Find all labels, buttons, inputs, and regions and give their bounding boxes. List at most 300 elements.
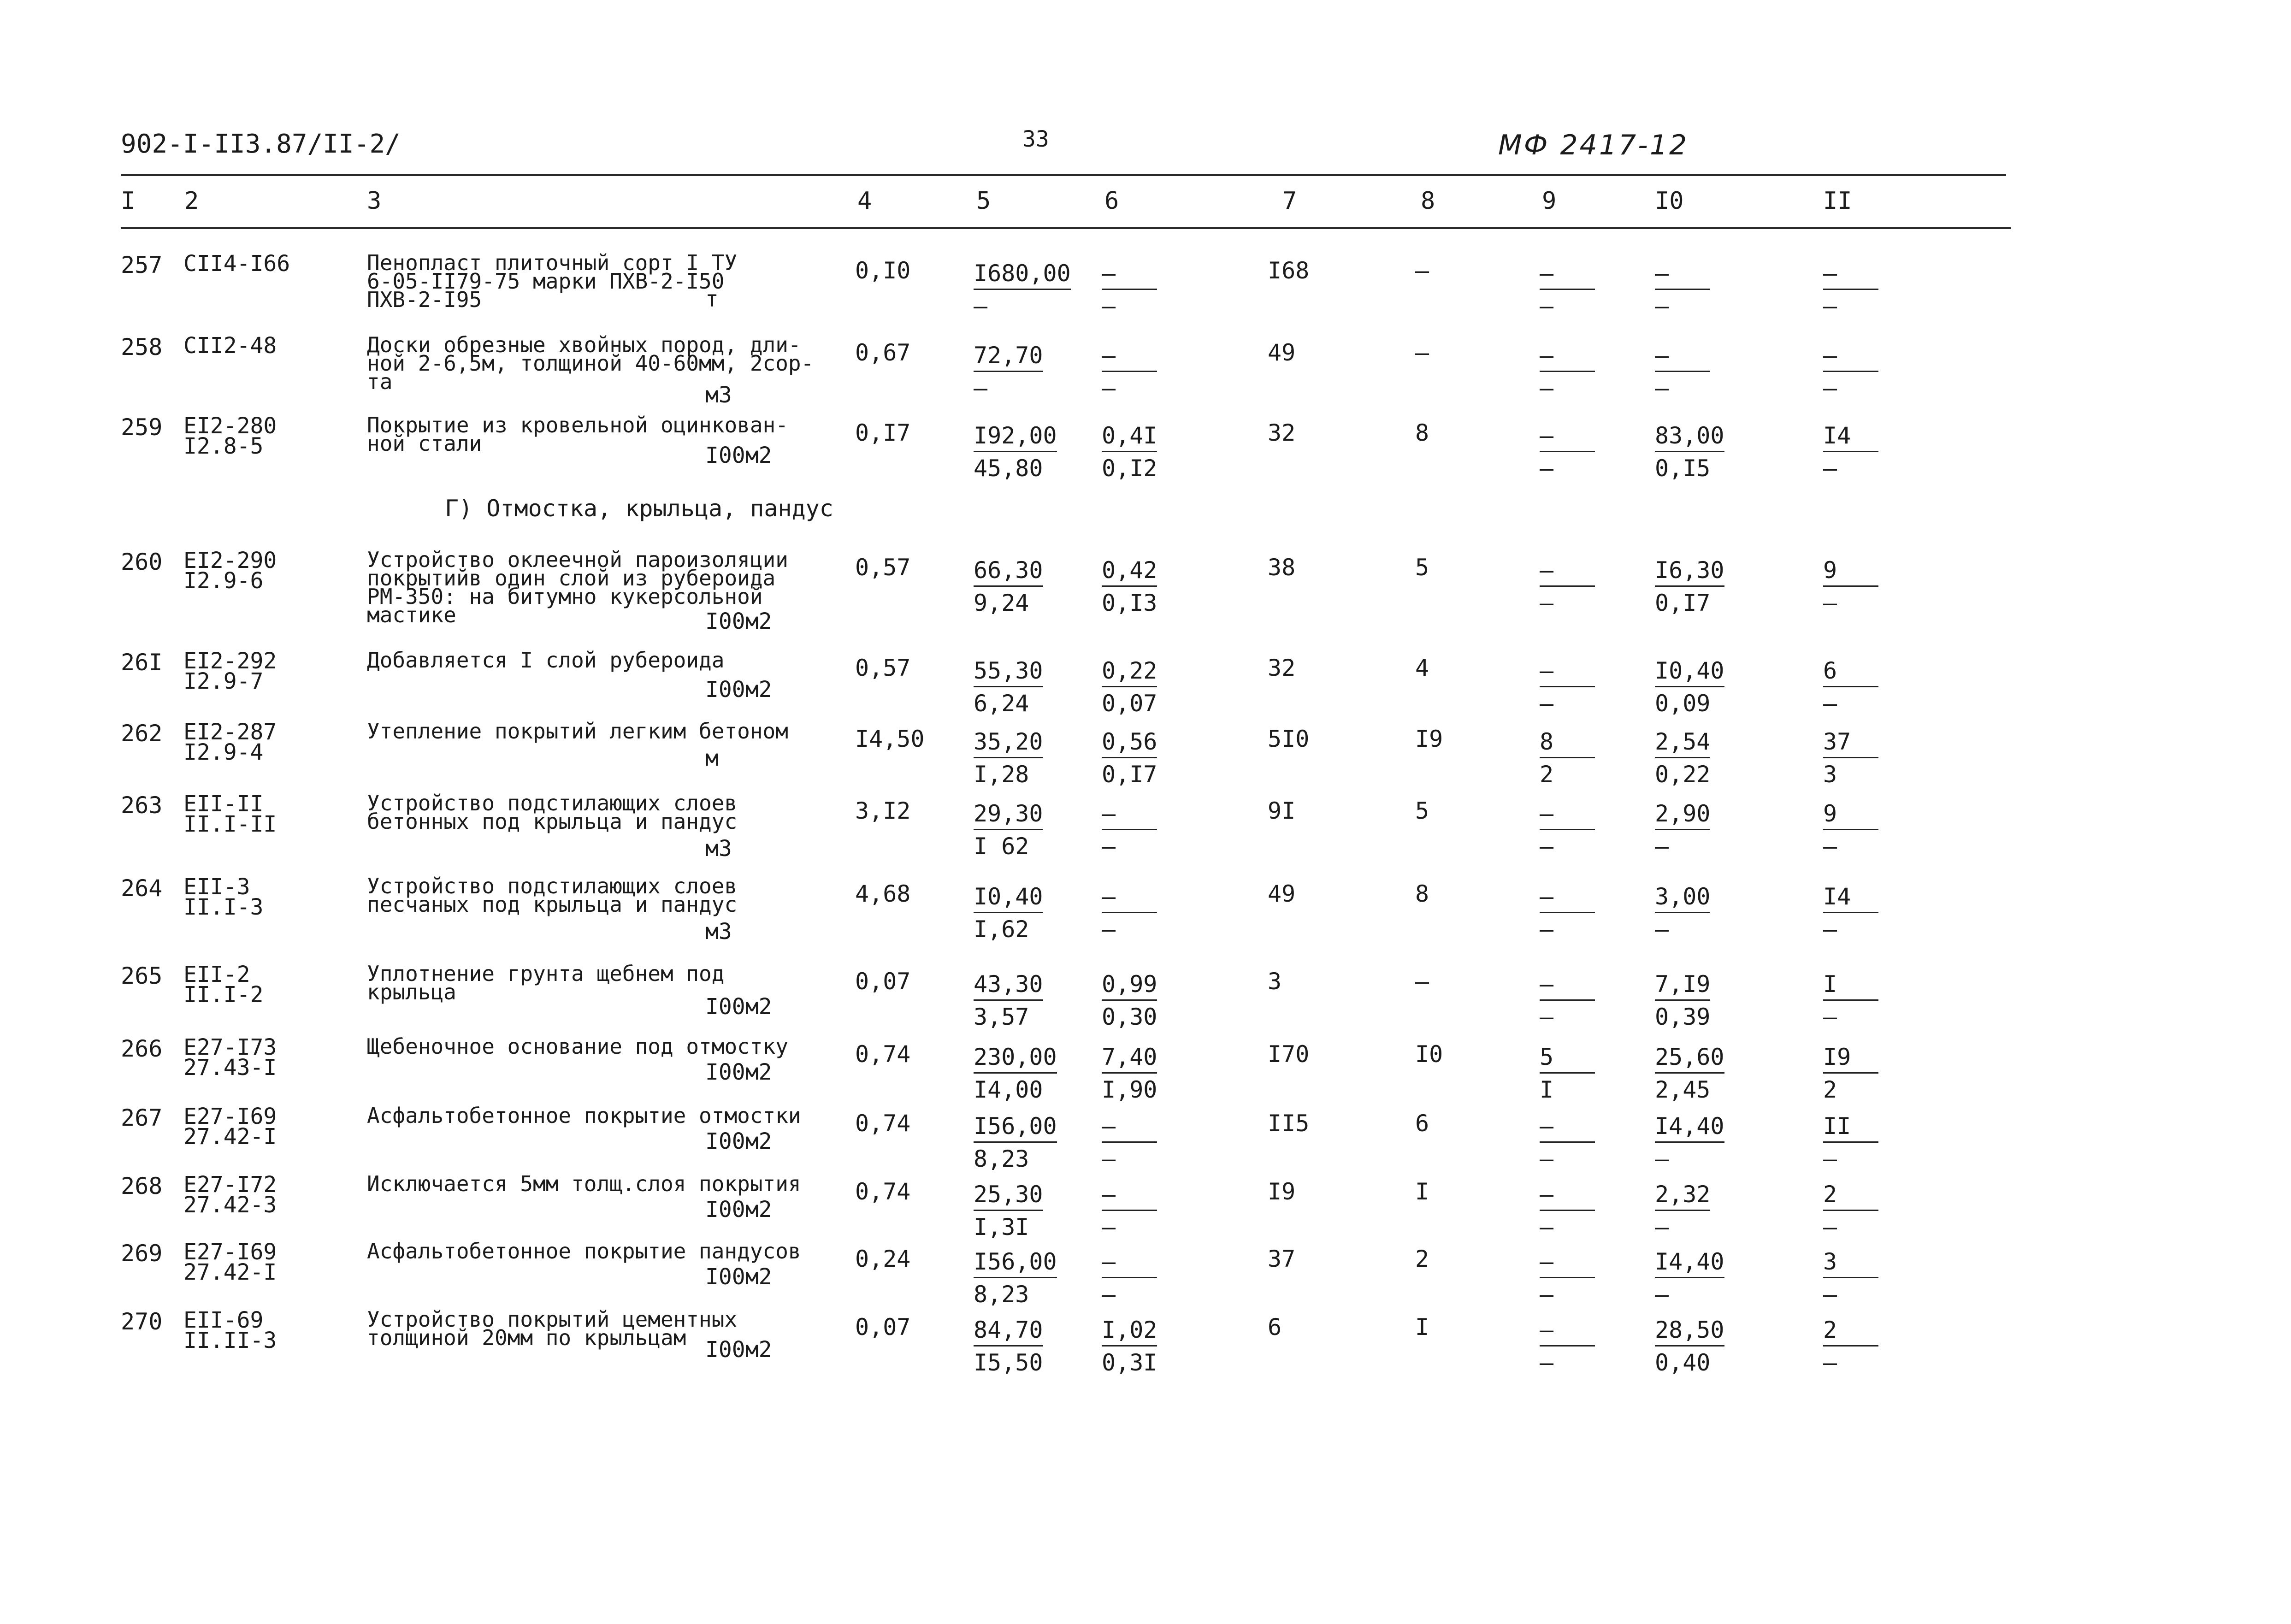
cost-col-10-bottom: – [1655,1281,1669,1308]
total-wages: 8 [1415,880,1429,907]
cost-col-9 [1540,1043,1595,1104]
work-description [367,719,788,744]
quantity: 0,I0 [855,257,911,284]
norm-code-secondary: II.II-3 [183,1328,277,1353]
description-line: Устройство покрытий цементных [367,1307,738,1332]
total-wages: 5 [1415,554,1429,581]
row-number: 263 [121,792,163,819]
norm-code-secondary: I2.9-6 [183,568,264,594]
cost-per-unit-top: I56,00 [974,1112,1057,1143]
cost-col-11 [1823,1180,1878,1241]
wages-per-unit [1102,1180,1157,1241]
quantity: 0,57 [855,554,911,581]
cost-col-9-top: – [1540,421,1595,452]
column-number: 7 [1282,187,1297,215]
norm-code-primary: ЕII-69 [183,1307,264,1333]
cost-per-unit-top: 230,00 [974,1043,1057,1074]
total-cost: 49 [1268,880,1296,907]
cost-col-11-top: I [1823,970,1878,1001]
description-line: Добавляется I слой рубероида [367,648,725,673]
cost-per-unit-top: 25,30 [974,1180,1043,1211]
cost-per-unit-top: 43,30 [974,970,1043,1001]
cost-col-10-top: I4,40 [1655,1247,1724,1278]
total-wages: – [1415,257,1429,284]
cost-col-11-bottom: 2 [1823,1076,1837,1103]
cost-col-10 [1655,882,1710,944]
total-cost: 49 [1268,339,1296,366]
norm-code-primary: Е27-I69 [183,1104,277,1129]
cost-col-11-bottom: 3 [1823,761,1837,788]
row-number: 259 [121,414,163,441]
cost-col-11-bottom: – [1823,293,1837,319]
cost-col-11 [1823,421,1878,483]
cost-col-10-top: 2,90 [1655,799,1710,830]
cost-col-9-top: – [1540,970,1595,1001]
cost-per-unit [974,1180,1043,1241]
cost-col-11 [1823,1247,1878,1309]
wages-per-unit-top: 0,99 [1102,970,1157,1001]
cost-col-11-bottom: – [1823,1004,1837,1030]
cost-per-unit-top: 84,70 [974,1316,1043,1346]
cost-col-11-bottom: – [1823,1214,1837,1240]
wages-per-unit-top: – [1102,1180,1157,1211]
cost-per-unit-bottom: I,3I [974,1214,1029,1240]
quantity: I4,50 [855,726,925,752]
cost-per-unit [974,970,1043,1031]
cost-col-10 [1655,1043,1724,1104]
cost-col-10-bottom: – [1655,833,1669,860]
wages-per-unit-top: I,02 [1102,1316,1157,1346]
norm-code-primary: СII2-48 [183,333,277,359]
cost-col-10-top: – [1655,341,1710,372]
cost-col-9-top: – [1540,882,1595,913]
norm-code-secondary: I2.9-4 [183,739,264,765]
cost-per-unit-top: 66,30 [974,556,1043,587]
column-number: II [1823,187,1852,215]
cost-col-11-bottom: – [1823,1349,1837,1376]
cost-col-11 [1823,656,1878,718]
cost-col-11-bottom: – [1823,455,1837,482]
description-line: ной 2-6,5м, толщиной 40-60мм, 2сор- [367,351,814,376]
cost-col-9 [1540,970,1595,1031]
total-wages: I0 [1415,1041,1443,1068]
unit-of-measure: I00м2 [705,1264,772,1290]
unit-of-measure: I00м2 [705,1128,772,1154]
work-description [367,332,814,394]
cost-col-11 [1823,1316,1878,1377]
norm-code-primary: ЕI2-287 [183,719,277,745]
row-number: 266 [121,1035,163,1062]
norm-code-primary: ЕII-3 [183,874,250,900]
cost-col-10-bottom: – [1655,1146,1669,1172]
cost-col-10 [1655,421,1724,483]
norm-code [183,791,277,837]
total-cost: 32 [1268,655,1296,681]
section-title: Г) Отмостка, крыльца, пандус [445,495,833,522]
cost-col-9-top: – [1540,1247,1595,1278]
cost-col-10-bottom: 2,45 [1655,1076,1711,1103]
header-bottom-rule [121,227,2011,229]
norm-code-secondary: 27.42-I [183,1259,277,1285]
cost-per-unit-bottom: I,28 [974,761,1029,788]
cost-per-unit [974,1043,1057,1104]
cost-col-9-top: 5 [1540,1043,1595,1074]
wages-per-unit-bottom: – [1102,916,1116,943]
cost-per-unit [974,259,1071,320]
total-wages: 6 [1415,1110,1429,1137]
cost-per-unit [974,799,1043,861]
description-line: бетонных под крыльца и пандус [367,809,738,834]
cost-col-9 [1540,727,1595,789]
wages-per-unit-bottom: 0,I7 [1102,761,1157,788]
cost-col-11 [1823,341,1878,402]
quantity: 0,57 [855,655,911,681]
cost-col-9-bottom: – [1540,833,1554,860]
total-cost: 38 [1268,554,1296,581]
cost-col-11-bottom: – [1823,590,1837,616]
total-wages: 4 [1415,655,1429,681]
cost-col-10 [1655,656,1724,718]
wages-per-unit [1102,882,1157,944]
cost-col-10-top: 2,54 [1655,727,1710,758]
norm-code-secondary: 27.42-I [183,1124,277,1150]
quantity: 3,I2 [855,797,911,824]
cost-col-9-bottom: – [1540,1146,1554,1172]
cost-col-10 [1655,727,1710,789]
column-number: 4 [857,187,872,215]
cost-col-9-bottom: – [1540,455,1554,482]
quantity: 0,74 [855,1110,911,1137]
cost-col-11 [1823,556,1878,617]
description-line: ной стали [367,431,482,456]
cost-col-9-bottom: I [1540,1076,1554,1103]
work-description [367,874,738,917]
wages-per-unit-top: 0,42 [1102,556,1157,587]
norm-code [183,719,277,765]
document-code: 902-I-II3.87/II-2/ [121,129,401,159]
cost-col-11-top: 3 [1823,1247,1878,1278]
cost-col-11-bottom: – [1823,1281,1837,1308]
norm-code-secondary: I2.9-7 [183,668,264,694]
column-number: 9 [1542,187,1557,215]
work-description [367,1239,801,1264]
cost-col-11-top: 9 [1823,799,1878,830]
description-line: Пенопласт плиточный сорт I ТУ [367,250,738,275]
quantity: 0,67 [855,339,911,366]
cost-col-9-bottom: – [1540,1004,1554,1030]
norm-code-secondary: 27.42-3 [183,1192,277,1218]
wages-per-unit [1102,970,1157,1031]
description-line: Асфальтобетонное покрытие отмостки [367,1103,801,1128]
unit-of-measure: м3 [705,836,732,862]
cost-col-9 [1540,1316,1595,1377]
column-number: 5 [976,187,991,215]
cost-col-9-top: – [1540,799,1595,830]
cost-per-unit-top: 35,20 [974,727,1043,758]
total-wages: – [1415,968,1429,995]
cost-per-unit-top: I92,00 [974,421,1057,452]
cost-per-unit-top: I56,00 [974,1247,1057,1278]
cost-per-unit [974,1247,1057,1309]
cost-col-10-top: I4,40 [1655,1112,1724,1143]
cost-col-11-top: I4 [1823,882,1878,913]
unit-of-measure: I00м2 [705,1337,772,1363]
total-cost: I70 [1268,1041,1310,1068]
cost-per-unit [974,656,1043,718]
cost-col-11-top: – [1823,341,1878,372]
cost-col-10-bottom: 0,22 [1655,761,1711,788]
cost-col-10-bottom: 0,09 [1655,690,1711,717]
total-wages: – [1415,339,1429,366]
cost-col-10 [1655,799,1710,861]
description-line: Устройство оклеечной пароизоляции [367,547,788,572]
cost-col-9-bottom: – [1540,293,1554,319]
wages-per-unit-bottom: 0,I3 [1102,590,1157,616]
cost-col-11-bottom: – [1823,833,1837,860]
wages-per-unit-top: 7,40 [1102,1043,1157,1074]
description-line: песчаных под крыльца и пандус [367,892,738,917]
total-wages: 2 [1415,1246,1429,1272]
cost-col-10-top: 25,60 [1655,1043,1724,1074]
total-cost: 32 [1268,419,1296,446]
work-description [367,1307,738,1350]
norm-code-primary: Е27-I73 [183,1034,277,1060]
description-line: Щебеночное основание под отмостку [367,1034,788,1059]
cost-per-unit [974,882,1043,944]
unit-of-measure: м3 [705,382,732,408]
description-line: РМ-350: на битумно кукерсольной [367,584,763,609]
description-line: мастике [367,602,456,627]
cost-col-11 [1823,1043,1878,1104]
wages-per-unit [1102,259,1157,320]
total-wages: I9 [1415,726,1443,752]
cost-col-9 [1540,1180,1595,1241]
cost-col-10-top: 2,32 [1655,1180,1710,1211]
cost-per-unit [974,341,1043,402]
cost-col-11-bottom: – [1823,916,1837,943]
cost-col-11 [1823,259,1878,320]
wages-per-unit [1102,341,1157,402]
quantity: 0,24 [855,1246,911,1272]
cost-per-unit [974,1112,1057,1173]
norm-code-primary: Е27-I72 [183,1172,277,1198]
description-line: Покрытие из кровельной оцинкован- [367,413,788,437]
unit-of-measure: I00м2 [705,443,772,468]
wages-per-unit [1102,421,1157,483]
cost-col-9 [1540,341,1595,402]
cost-per-unit-bottom: 3,57 [974,1004,1029,1030]
cost-per-unit-top: 72,70 [974,341,1043,372]
norm-code [183,1307,277,1353]
work-description [367,961,725,1004]
cost-per-unit-bottom: – [974,293,988,319]
cost-per-unit-bottom: I5,50 [974,1349,1043,1376]
cost-col-10-bottom: – [1655,916,1669,943]
cost-col-10-bottom: 0,I5 [1655,455,1711,482]
total-wages: 5 [1415,797,1429,824]
cost-per-unit-bottom: 6,24 [974,690,1029,717]
row-number: 267 [121,1104,163,1131]
cost-per-unit-top: 55,30 [974,656,1043,687]
unit-of-measure: м [705,745,719,771]
description-line: Устройство подстилающих слоев [367,874,738,898]
norm-code-secondary: II.I-3 [183,894,264,920]
wages-per-unit [1102,727,1157,789]
cost-col-9-top: – [1540,341,1595,372]
cost-col-10 [1655,259,1710,320]
wages-per-unit [1102,799,1157,861]
cost-per-unit-bottom: I 62 [974,833,1029,860]
work-description [367,250,738,312]
cost-col-9-bottom: – [1540,1349,1554,1376]
cost-col-10 [1655,341,1710,402]
wages-per-unit [1102,1112,1157,1173]
cost-col-9-top: – [1540,1112,1595,1143]
cost-per-unit-top: I0,40 [974,882,1043,913]
wages-per-unit-bottom: 0,I2 [1102,455,1157,482]
cost-col-10-bottom: – [1655,293,1669,319]
cost-col-11-top: 37 [1823,727,1878,758]
cost-col-11 [1823,1112,1878,1173]
row-number: 265 [121,963,163,989]
quantity: 0,I7 [855,419,911,446]
total-cost: 5I0 [1268,726,1310,752]
cost-per-unit-bottom: 45,80 [974,455,1043,482]
cost-per-unit-top: 29,30 [974,799,1043,830]
wages-per-unit-top: – [1102,1247,1157,1278]
page-number: 33 [1022,126,1049,152]
cost-col-9-bottom: – [1540,590,1554,616]
cost-per-unit-bottom: 8,23 [974,1146,1029,1172]
wages-per-unit [1102,1043,1157,1104]
cost-col-10-bottom: 0,I7 [1655,590,1711,616]
cost-col-9 [1540,799,1595,861]
cost-col-10-top: I6,30 [1655,556,1724,587]
wages-per-unit-bottom: – [1102,1214,1116,1240]
cost-col-10 [1655,1180,1710,1241]
wages-per-unit-bottom: – [1102,375,1116,402]
cost-col-9-top: – [1540,1180,1595,1211]
cost-col-11-top: I9 [1823,1043,1878,1074]
work-description [367,1171,801,1196]
description-line: Доски обрезные хвойных пород, дли- [367,332,801,357]
cost-col-11 [1823,799,1878,861]
total-cost: 37 [1268,1246,1296,1272]
wages-per-unit-top: – [1102,341,1157,372]
total-cost: 9I [1268,797,1296,824]
header-top-rule [121,174,2006,176]
cost-col-11 [1823,970,1878,1031]
description-line: Исключается 5мм толщ.слоя покрытия [367,1171,801,1196]
cost-per-unit [974,727,1043,789]
cost-per-unit-bottom: I,62 [974,916,1029,943]
cost-col-9-bottom: – [1540,916,1554,943]
wages-per-unit-top: – [1102,259,1157,290]
description-line: Утепление покрытий легким бетоном [367,719,788,744]
cost-col-10-top: – [1655,259,1710,290]
cost-per-unit [974,421,1057,483]
norm-code-primary: Е27-I69 [183,1239,277,1265]
cost-per-unit-bottom: I4,00 [974,1076,1043,1103]
wages-per-unit-top: – [1102,799,1157,830]
cost-col-9 [1540,259,1595,320]
cost-col-10 [1655,556,1724,617]
description-line: Уплотнение грунта щебнем под [367,961,725,986]
cost-col-10-bottom: 0,40 [1655,1349,1711,1376]
cost-col-11-top: 6 [1823,656,1878,687]
column-number: I [121,187,136,215]
cost-col-9-bottom: – [1540,1214,1554,1240]
total-wages: I [1415,1314,1429,1341]
quantity: 0,74 [855,1041,911,1068]
cost-col-10 [1655,970,1710,1031]
norm-code [183,333,277,359]
row-number: 264 [121,875,163,902]
cost-col-11 [1823,727,1878,789]
cost-col-10-top: 83,00 [1655,421,1724,452]
wages-per-unit-bottom: I,90 [1102,1076,1157,1103]
norm-code [183,1172,277,1218]
norm-code-primary: ЕII-2 [183,962,250,987]
total-cost: 3 [1268,968,1282,995]
description-line: ПХВ-2-I95 [367,287,482,312]
column-number: 3 [367,187,382,215]
wages-per-unit-bottom: 0,07 [1102,690,1157,717]
cost-col-11-top: – [1823,259,1878,290]
cost-per-unit-top: I680,00 [974,259,1071,290]
norm-code [183,1104,277,1150]
cost-col-10 [1655,1247,1724,1309]
wages-per-unit [1102,1316,1157,1377]
quantity: 0,07 [855,1314,911,1341]
row-number: 270 [121,1308,163,1335]
cost-col-11-top: 2 [1823,1180,1878,1211]
cost-per-unit-bottom: – [974,375,988,402]
wages-per-unit-top: 0,56 [1102,727,1157,758]
wages-per-unit-top: 0,22 [1102,656,1157,687]
cost-col-9-top: – [1540,1316,1595,1346]
column-number: I0 [1655,187,1684,215]
column-number: 8 [1421,187,1435,215]
row-number: 268 [121,1173,163,1199]
cost-col-9-bottom: – [1540,375,1554,402]
description-line: Устройство подстилающих слоев [367,791,738,815]
cost-col-9-top: – [1540,259,1595,290]
wages-per-unit-bottom: 0,3I [1102,1349,1157,1376]
cost-col-11-top: 9 [1823,556,1878,587]
cost-col-9 [1540,421,1595,483]
norm-code-primary: ЕII-II [183,791,264,817]
sheet-code: МФ 2417-12 [1498,129,1689,161]
cost-col-11-top: I4 [1823,421,1878,452]
total-cost: 6 [1268,1314,1282,1341]
unit-of-measure: I00м2 [705,994,772,1020]
cost-per-unit-bottom: 9,24 [974,590,1029,616]
description-line: та [367,369,393,394]
wages-per-unit-bottom: – [1102,1281,1116,1308]
cost-col-11 [1823,882,1878,944]
norm-code [183,874,264,920]
column-number: 2 [184,187,199,215]
total-wages: 8 [1415,419,1429,446]
cost-col-10-top: I0,40 [1655,656,1724,687]
row-number: 258 [121,334,163,360]
wages-per-unit-bottom: – [1102,1146,1116,1172]
norm-code-primary: ЕI2-290 [183,548,277,573]
cost-col-9 [1540,1112,1595,1173]
cost-col-10-bottom: – [1655,375,1669,402]
cost-col-9 [1540,882,1595,944]
